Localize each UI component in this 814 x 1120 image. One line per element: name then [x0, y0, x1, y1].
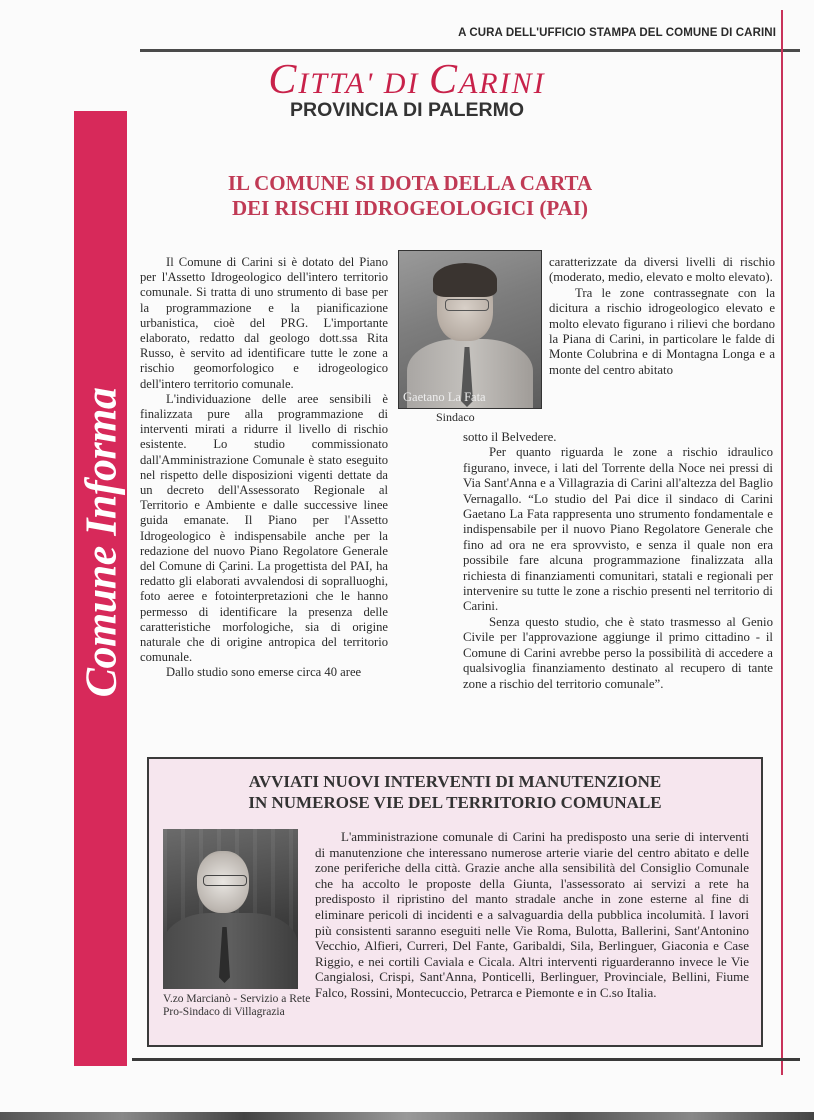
press-office-credit: A CURA DELL'UFFICIO STAMPA DEL COMUNE DI CARINI — [458, 27, 776, 39]
masthead-title-part: ITTA' — [298, 67, 375, 100]
photo-figure-hair — [433, 263, 497, 297]
masthead-subtitle: PROVINCIA DI PALERMO — [289, 99, 524, 121]
box-headline-line: AVVIATI NUOVI INTERVENTI DI MANUTENZIONE — [248, 772, 662, 791]
article-column-left — [140, 255, 388, 681]
photo-figure-glasses — [445, 299, 489, 311]
paragraph: L'individuazione delle aree sensibili è finalizzata pure alla programmazione di interventi mirati a ridurre il livello di rischio esistente. Lo studio commissionato dall'Amministrazione Comunale è stato eseguito nel rispetto delle disposizioni vigenti dettate da un decreto dell'Assessorato Regionale al Territorio e Ambiente e dalle successive linee guida emanate. Il Piano per l'Assetto Idrogeologico è indispensabile anche per la redazione del nuovo Piano Regolatore Generale del Comune di Çarini. La progettista del PAI, ha redatto gli elaborati avvalendosi di sopralluoghi, foto aeree e fotointerpretazioni che le hanno permesso di identificare la presenza delle caratteristiche morfologiche, sia di origine naturale che di origine antropica del territorio comunale. — [140, 391, 388, 665]
mayor-photo-caption: Gaetano La Fata — [403, 390, 486, 404]
mayor-role-caption: Sindaco — [436, 410, 475, 424]
right-margin-rule — [781, 10, 783, 1075]
paragraph: Per quanto riguarda le zone a rischio idraulico figurano, invece, i lati del Torrente della Noce nei pressi di Via Sant'Anna e a Villagrazia di Carini all'altezza del Baglio Vernagallo. “Lo studio del Pai dice il sindaco di Carini Gaetano La Fata rappresenta uno strumento fondamentale e indispensabile per il nuovo Piano Regolatore Generale che fino ad ora ne era sprovvisto, e senza il quale non era possibile fare alcuna programmazione finalizzata alla richiesta di finanziamenti comunitari, statali e regionali per intervenire su tutte le zone a rischio presenti nel territorio di Carini. — [463, 445, 773, 614]
paragraph: sotto il Belvedere. — [463, 430, 557, 444]
sidebar-label-wrap — [74, 387, 127, 697]
photo-figure-glasses — [203, 875, 247, 886]
box-body — [315, 829, 749, 1001]
sidebar-label: Comune Informa — [76, 387, 126, 697]
box-headline — [149, 771, 761, 813]
caption-line: V.zo Marcianò - Servizio a Rete — [163, 993, 311, 1005]
article-column-right-top — [549, 255, 775, 378]
paragraph: Il Comune di Carini si è dotato del Piano per l'Assetto Idrogeologico dell'intero territorio comunale. Si tratta di uno strumento di base per la programmazione e la pianificazione urbanistica, cioè del PRG. L'importante elaborato, redatto dal geologo dott.ssa Rita Russo, è servito ad identificare tutte le zone a rischio geomorfologico e idrogeologico dell'intero territorio comunale. — [140, 255, 388, 391]
paragraph: caratterizzate da diversi livelli di rischio (moderato, medio, elevato e molto elevato). — [549, 255, 775, 285]
headline-line: DEI RISCHI IDROGEOLOGICI (PAI) — [231, 196, 589, 220]
masthead-title-part: C — [268, 57, 299, 103]
scan-edge — [0, 1112, 814, 1120]
top-rule — [140, 49, 800, 52]
paragraph: L'amministrazione comunale di Carini ha predisposto una serie di interventi di manutenzione che interessano numerose arterie viarie del centro abitato e delle zone periferiche della città. Grazie anche alla sensibilità del Consiglio Comunale che ha accolto le proposte della Giunta, l'assessorato ai servizi a rete ha predisposto il ripristino del manto stradale anche in zone esterne al fine di eliminare pericoli di incidenti e a salvaguardia della pubblica incolumità. I lavori più consistenti saranno eseguiti nelle Vie Roma, Bulotta, Ballerini, Sant'Antonino Vecchio, Alfieri, Curreri, Del Fante, Garibaldi, Sila, Berlinguer, Giaconia e Case Riggio, e nei cortili Caviala e Cicala. Altri interventi riguarderanno invece le Vie Cangialosi, Crispi, Sant'Anna, Ponticelli, Berlinguer, Provinciale, Bellini, Fiume Falco, Rossini, Montecuccio, Petrarca e Piemonte e in C.so Italia. — [315, 829, 749, 1000]
article-headline — [150, 171, 670, 221]
paragraph: Dallo studio sono emerse circa 40 aree — [166, 665, 362, 680]
masthead-title-part: C — [428, 57, 459, 103]
headline-line: IL COMUNE SI DOTA DELLA CARTA — [227, 171, 593, 195]
mayor-photo — [398, 250, 542, 409]
deputy-photo-caption — [163, 993, 310, 1019]
caption-line: Pro-Sindaco di Villagrazia — [163, 1006, 285, 1018]
article-column-right — [463, 430, 773, 692]
paragraph: Senza questo studio, che è stato trasmesso al Genio Civile per l'approvazione aggiunge il primo cittadino - il Comune di Carini avrebbe perso la possibilità di accedere a qualsivoglia finanziamento destinato al recupero di tante zone a rischio del territorio comunale”. — [463, 614, 773, 691]
masthead-title-part: ARINI — [458, 67, 546, 100]
masthead-title-part: DI — [374, 67, 429, 100]
deputy-photo — [163, 829, 298, 989]
bottom-rule — [132, 1058, 800, 1061]
maintenance-news-box — [147, 757, 763, 1047]
box-headline-line: IN NUMEROSE VIE DEL TERRITORIO COMUNALE — [248, 793, 662, 812]
paragraph: Tra le zone contrassegnate con la dicitura a rischio idrogeologico elevato e molto elevato figurano i rilievi che bordano la Piana di Carini, in particolare le falde di Monte Colubrina e di Montagna Longa e a monte del centro abitato — [549, 285, 775, 377]
photo-figure-body — [163, 913, 298, 989]
